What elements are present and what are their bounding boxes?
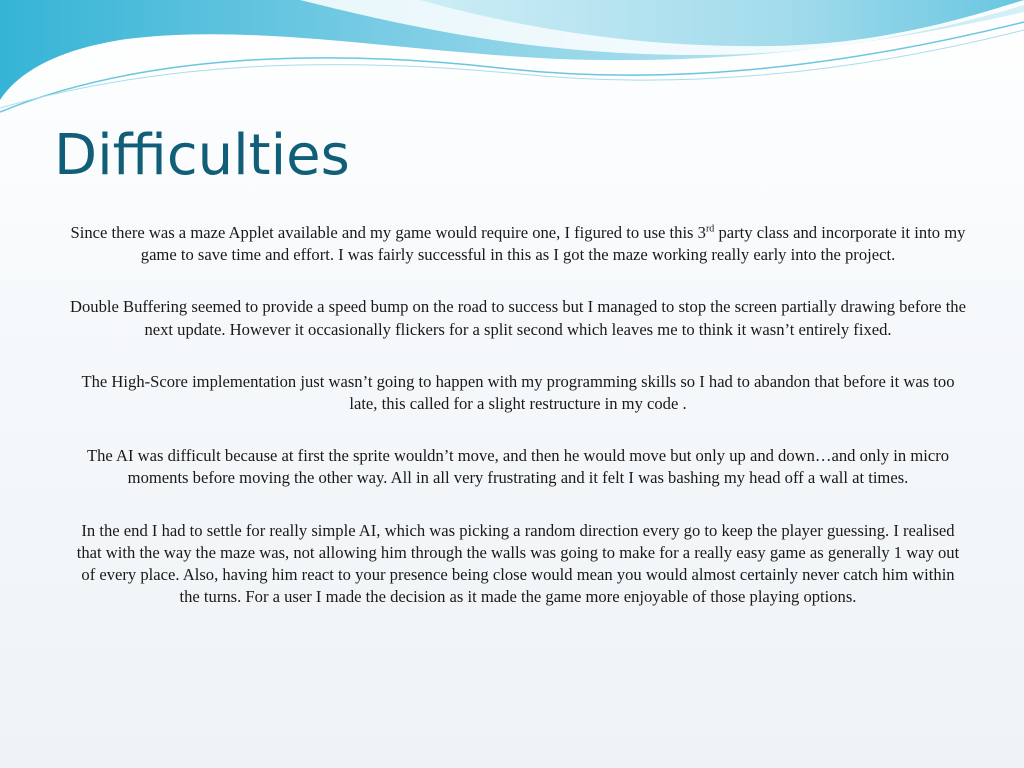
slide-body	[70, 222, 966, 638]
paragraph-high-score: The High-Score implementation just wasn’t going to happen with my programming skills so I had to abandon that before it was too late, this called for a slight restructure in my code .	[81, 371, 955, 414]
paragraph-double-buffering: Double Buffering seemed to provide a speed bump on the road to success but I managed to stop the screen partially drawing before the next update. However it occasionally flickers for a split second which leaves me to think it wasn’t entirely fixed.	[70, 297, 966, 339]
paragraph-ai-difficulty: The AI was difficult because at first the sprite wouldn’t move, and then he would move but only up and down…and only in micro moments before moving the other way. All in all very frustrating and it felt I was bashing my head off a wall at times.	[86, 446, 950, 488]
header-wave-decoration	[0, 0, 1024, 130]
paragraph-text: party class and incorporate it into my game to save time and effort. I was fairly successful in this as I got the maze working really early into the project.	[140, 223, 966, 265]
paragraph-maze-applet	[70, 222, 966, 266]
slide-title: Difficulties	[54, 123, 350, 188]
paragraph-simple-ai: In the end I had to settle for really simple AI, which was picking a random direction every go to keep the player guessing. I realised that with the way the maze was, not allowing him through the walls was going to make for a really easy game as generally 1 way out of every place. Also, having him react to your presence being close would mean you would almost certainly never catch him within the turns. For a user I made the decision as it made the game more enjoyable of those playing options.	[76, 520, 960, 607]
superscript-rd: rd	[705, 223, 715, 235]
paragraph-text: Since there was a maze Applet available and my game would require one, I figured to use this 3	[70, 223, 706, 242]
